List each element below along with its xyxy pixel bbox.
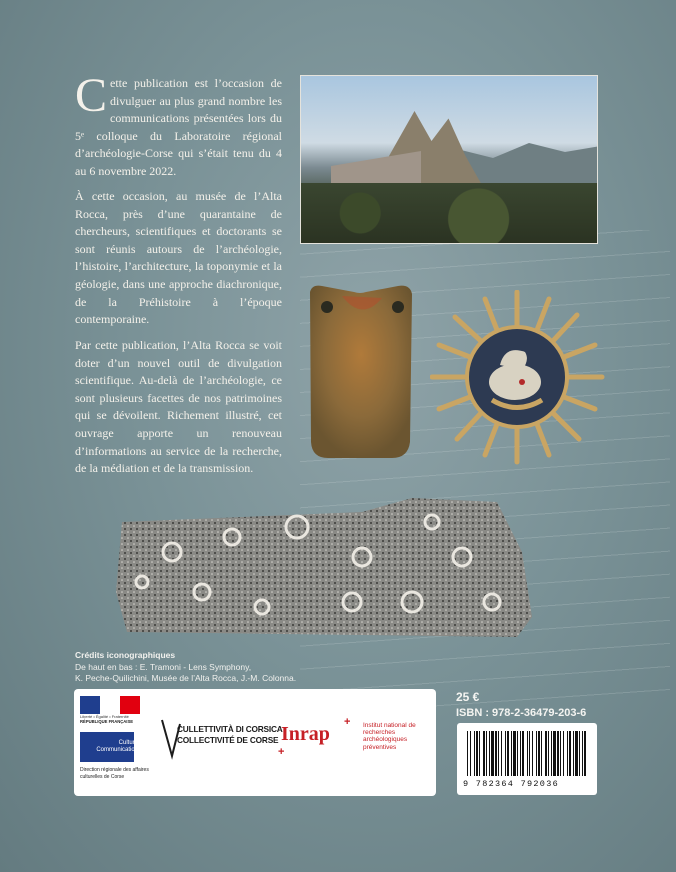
barcode-bar <box>476 731 478 776</box>
barcode-bar <box>579 731 580 776</box>
barcode-bar <box>527 731 528 776</box>
isbn: ISBN : 978-2-36479-203-6 <box>456 707 587 719</box>
partner-logos-panel <box>74 689 436 796</box>
granite-stone-image <box>112 492 542 642</box>
credits-title: Crédits iconographiques <box>75 650 176 660</box>
barcode-bar <box>517 731 518 776</box>
barcode-bar <box>536 731 537 776</box>
barcode-bar <box>491 731 494 776</box>
barcode-bar <box>507 731 509 776</box>
barcode-bar <box>548 731 549 776</box>
pendant-artifact-image <box>302 282 417 460</box>
barcode-bar <box>489 731 490 776</box>
barcode-bar <box>557 731 559 776</box>
barcode-bar <box>541 731 542 776</box>
corsica-name-french: COLLECTIVITÉ DE CORSE <box>177 735 279 745</box>
barcode-bar <box>532 731 533 776</box>
barcode-bar <box>486 731 487 776</box>
barcode-bar <box>483 731 485 776</box>
barcode-bar <box>520 731 521 776</box>
barcode-bar <box>545 731 547 776</box>
barcode-bars <box>465 731 589 776</box>
drop-cap: C <box>75 69 108 122</box>
barcode-bar <box>529 731 530 776</box>
barcode-digits: 9 782364 792036 <box>463 779 560 789</box>
barcode-bar <box>501 731 502 776</box>
corsica-name-corsican: CULLETTIVITÀ DI CORSICA <box>177 724 283 734</box>
barcode-bar <box>551 731 552 776</box>
barcode-bar <box>498 731 499 776</box>
plus-icon: + <box>344 716 351 728</box>
rf-name: RÉPUBLIQUE FRANÇAISE <box>80 719 134 724</box>
credits-line: De haut en bas : E. Tramoni - Lens Symphony, <box>75 661 252 672</box>
barcode-bar <box>538 731 540 776</box>
isbn-barcode <box>457 723 597 795</box>
inrap-logo: Inrap <box>281 723 330 745</box>
barcode-bar <box>467 731 468 776</box>
barcode-bar <box>495 731 497 776</box>
barcode-bar <box>563 731 564 776</box>
context-paragraph: À cette occasion, au musée de l’Alta Rocca, près d’une quarantaine de chercheurs, scientifiques et doctorants se sont réunis autours de l’archéologie, l’histoire, l’architecture, la toponymie et la géologie, dans une approche diachronique, de la Préhistoire à l’époque contemporaine. <box>75 189 282 327</box>
image-credits <box>75 650 296 685</box>
barcode-bar <box>584 731 586 776</box>
culture-label: Culture Communication <box>96 740 138 753</box>
intro-text: ette publication est l’occasion de divulguer au plus grand nombre les communications présentées lors du 5ᵉ colloque du Laboratoire régional d’archéologie-Corse qui s’était tenu du 4 au 6 novembre 2022. <box>75 76 282 178</box>
barcode-bar <box>474 731 475 776</box>
barcode-bar <box>553 731 556 776</box>
barcode-bar <box>505 731 506 776</box>
barcode-bar <box>513 731 516 776</box>
drac-label: Direction régionale des affaires culturelles de Corse <box>80 767 149 780</box>
barcode-bar <box>575 731 578 776</box>
barcode-bar <box>567 731 568 776</box>
barcode-bar <box>560 731 561 776</box>
price: 25 € <box>456 690 480 704</box>
barcode-bar <box>522 731 524 776</box>
barcode-bar <box>569 731 571 776</box>
barcode-bar <box>511 731 512 776</box>
barcode-bar <box>470 731 471 776</box>
plus-icon: + <box>278 746 285 758</box>
barcode-bar <box>479 731 480 776</box>
credits-line: K. Peche-Quilichini, Musée de l’Alta Rocca, J.-M. Colonna. <box>75 673 297 683</box>
intro-paragraph <box>75 69 282 181</box>
barcode-bar <box>582 731 583 776</box>
inrap-fullname: Institut national de recherches archéologiques préventives <box>363 722 416 751</box>
publication-paragraph: Par cette publication, l’Alta Rocca se voit doter d’un nouvel outil de divulgation scientifique. Au-delà de l’archéologie, ce sont plusieurs facettes de nos patrimoines qui se dévoilent. Richement illustré, cet ouvrage apporte un renouveau d’informations au service de la recherche, de la médiation et de la transmission. <box>75 338 282 476</box>
embroidered-pelican-image <box>430 290 605 465</box>
landscape-photo <box>300 75 598 244</box>
barcode-bar <box>573 731 574 776</box>
rf-motto: Liberté • Égalité • Fraternité <box>80 714 129 719</box>
ministere-label: Ministère <box>87 779 104 784</box>
